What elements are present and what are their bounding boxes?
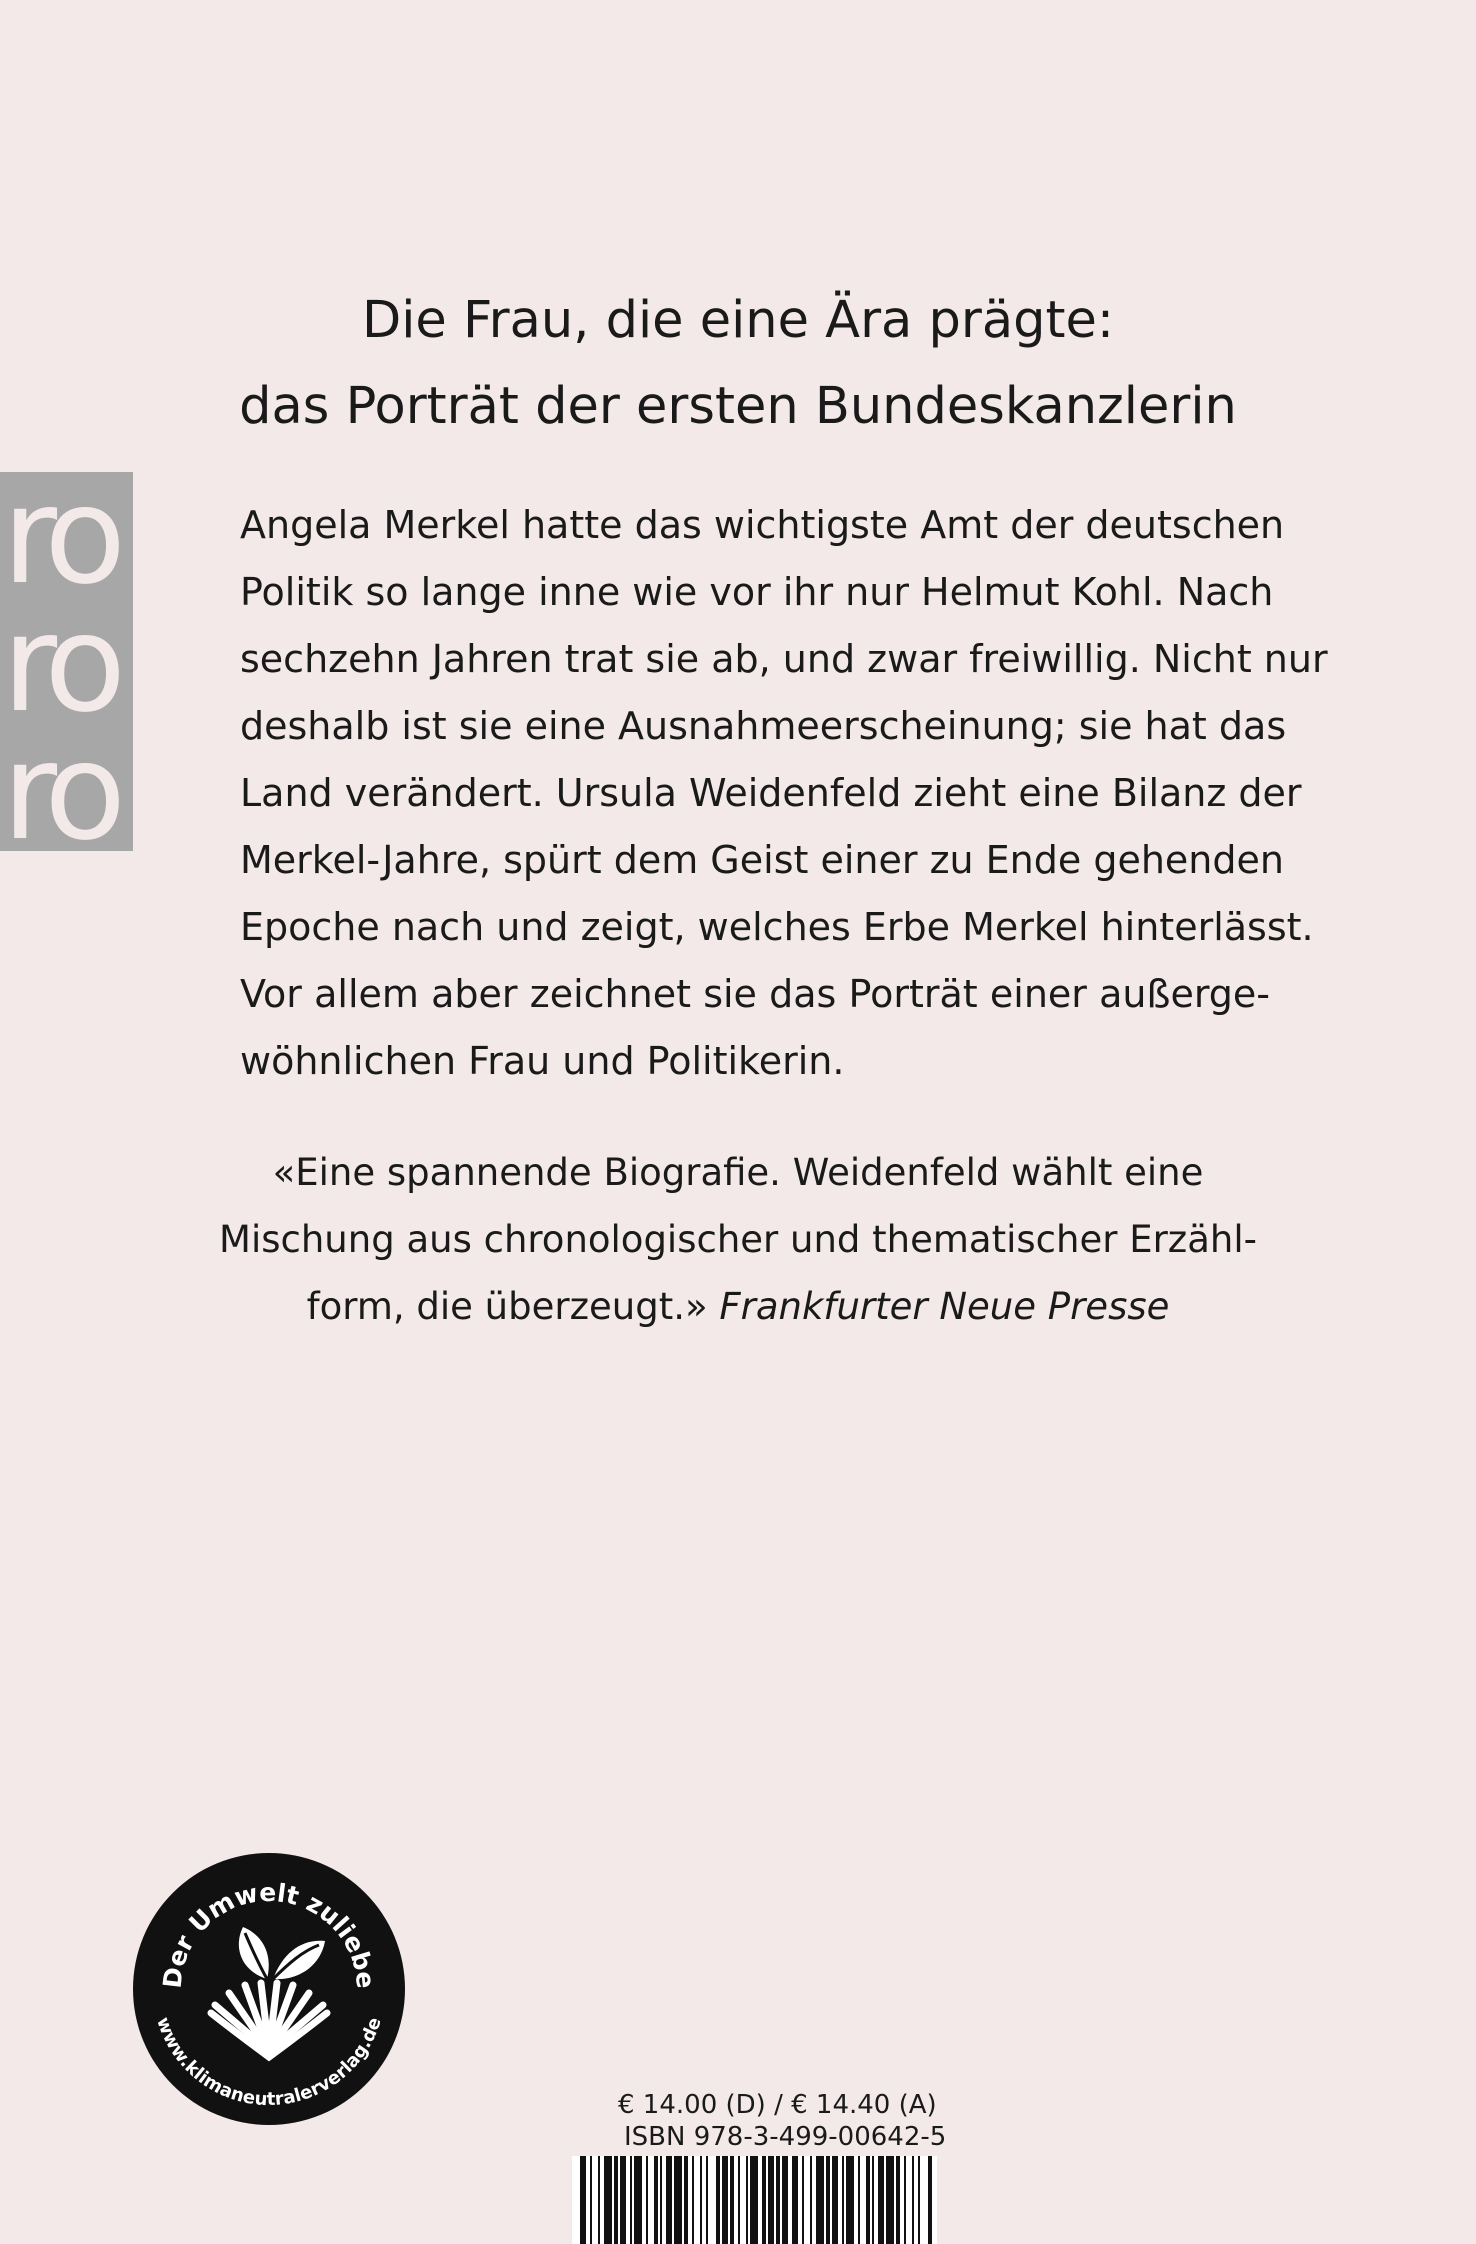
logo-line-2: ro xyxy=(2,586,117,742)
barcode xyxy=(572,2156,937,2244)
publisher-logo xyxy=(0,472,133,851)
headline-line-2: das Porträt der ersten Bundeskanzlerin xyxy=(239,377,1237,436)
blurb-line: Vor allem aber zeichnet sie das Porträt einer außerge- xyxy=(240,972,1270,1016)
headline xyxy=(0,278,1476,450)
blurb-line: Angela Merkel hatte das wichtigste Amt der deutschen xyxy=(240,503,1285,547)
blurb-line: Land verändert. Ursula Weidenfeld zieht eine Bilanz der xyxy=(240,771,1302,815)
book-blurb xyxy=(240,492,1328,1095)
press-quote xyxy=(0,1139,1476,1340)
quote-line-3-text: form, die überzeugt.» xyxy=(306,1285,708,1328)
logo-line-3: ro xyxy=(2,714,117,851)
quote-source: Frankfurter Neue Presse xyxy=(719,1285,1170,1328)
blurb-line: sechzehn Jahren trat sie ab, und zwar freiwillig. Nicht nur xyxy=(240,637,1328,681)
price: € 14.00 (D) / € 14.40 (A) xyxy=(618,2090,937,2120)
blurb-line: deshalb ist sie eine Ausnahmeerscheinung; sie hat das xyxy=(240,704,1287,748)
quote-line-3 xyxy=(0,1273,1476,1340)
publisher-logo-text xyxy=(2,472,133,851)
headline-line-1: Die Frau, die eine Ära prägte: xyxy=(361,291,1115,350)
badge-top-text: Der Umwelt zuliebe xyxy=(157,1877,381,1990)
blurb-line: Politik so lange inne wie vor ihr nur Helmut Kohl. Nach xyxy=(240,570,1274,614)
isbn: ISBN 978-3-499-00642-5 xyxy=(624,2122,947,2152)
badge-bottom-text: www.klimaneutralerverlag.de xyxy=(152,2014,386,2111)
climate-neutral-badge xyxy=(133,1853,405,2125)
quote-line-1: «Eine spannende Biografie. Weidenfeld wählt eine xyxy=(272,1151,1204,1194)
blurb-line: wöhnlichen Frau und Politikerin. xyxy=(240,1039,845,1083)
quote-line-2: Mischung aus chronologischer und thematischer Erzähl- xyxy=(219,1218,1257,1261)
blurb-line: Merkel-Jahre, spürt dem Geist einer zu Ende gehenden xyxy=(240,838,1284,882)
blurb-line: Epoche nach und zeigt, welches Erbe Merkel hinterlässt. xyxy=(240,905,1314,949)
logo-line-1: ro xyxy=(2,472,117,614)
